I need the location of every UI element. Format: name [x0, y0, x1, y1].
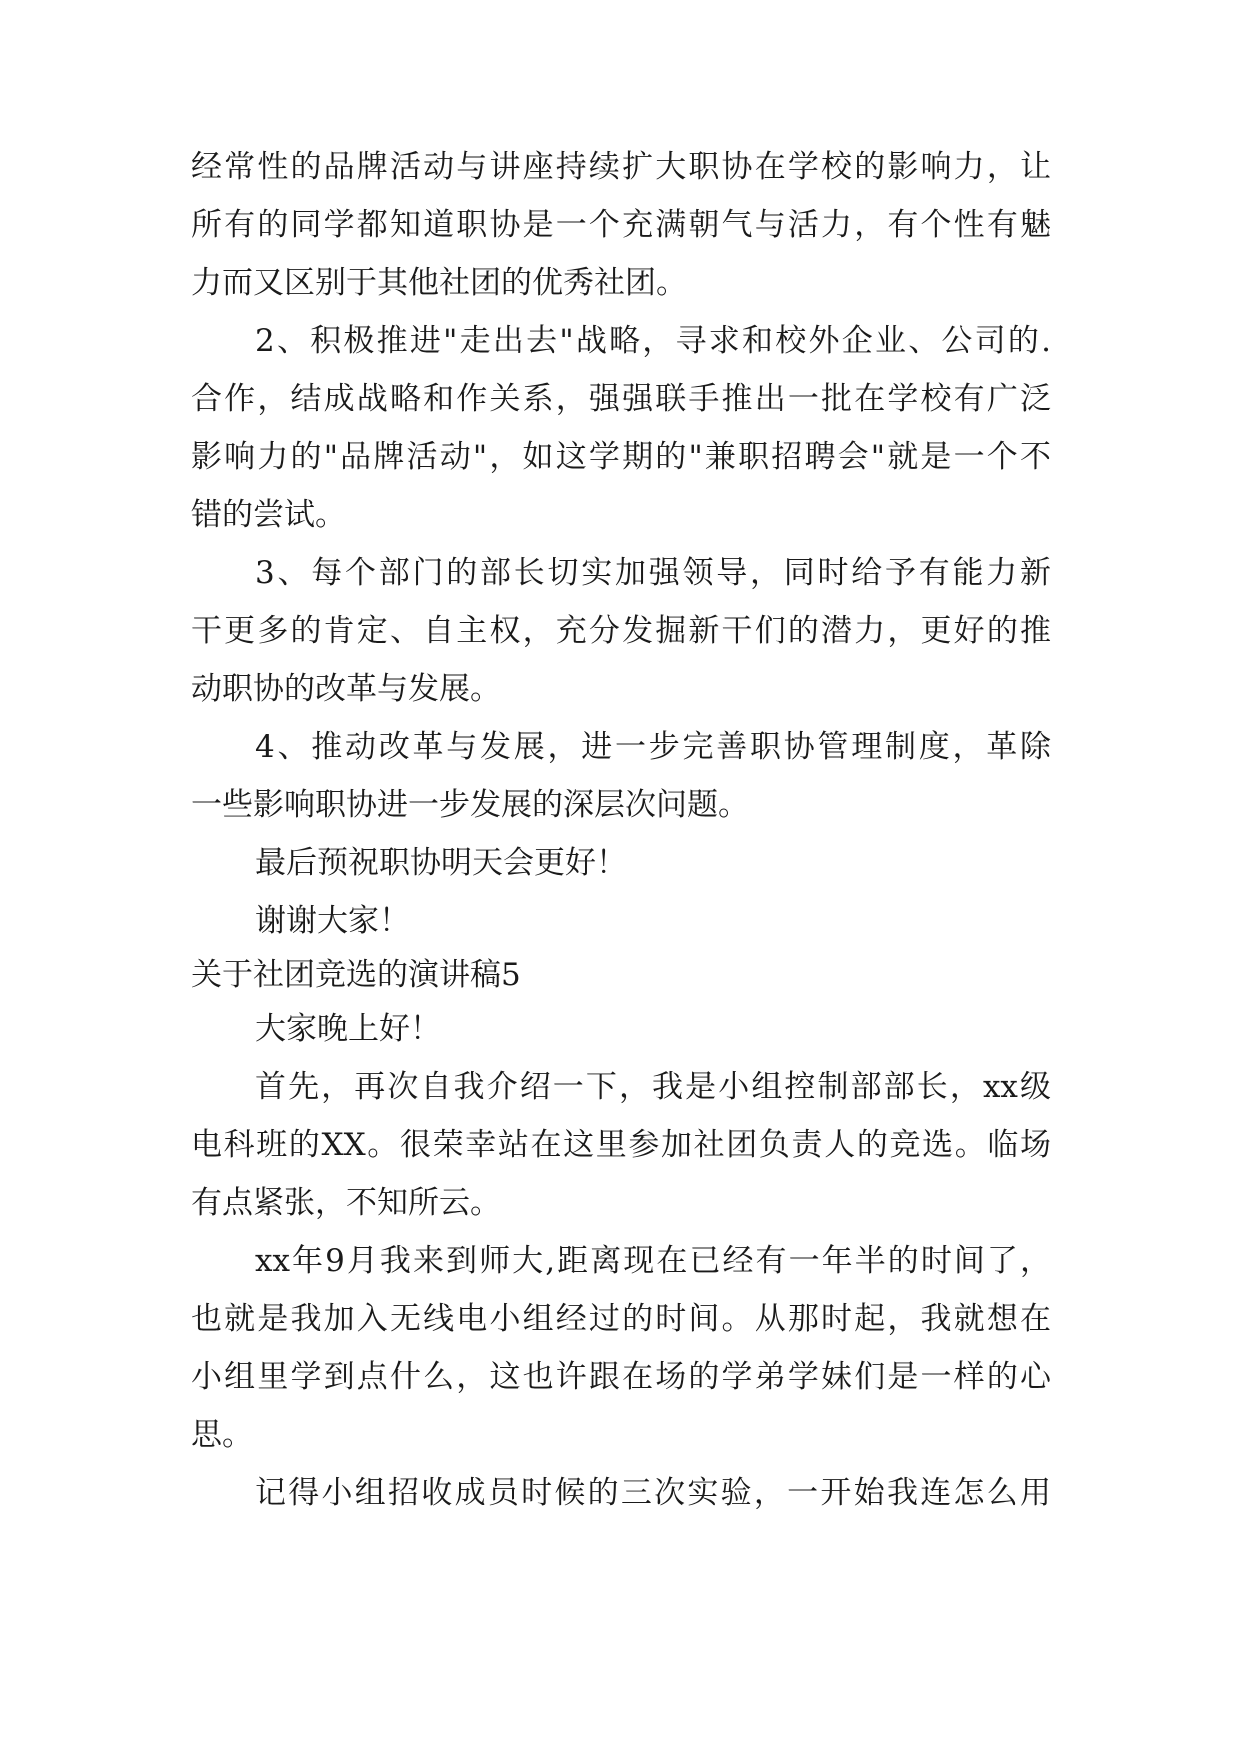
text-line: 有点紧张，不知所云。	[191, 1185, 501, 1221]
text-line: 一些影响职协进一步发展的深层次问题。	[191, 787, 749, 823]
text-line: xx年9月我来到师大,距离现在已经有一年半的时间了，	[255, 1243, 1051, 1279]
text-line: 也就是我加入无线电小组经过的时间。从那时起，我就想在	[191, 1301, 1051, 1337]
text-line: 干更多的肯定、自主权，充分发掘新干们的潜力，更好的推	[191, 613, 1051, 649]
text-line: 经常性的品牌活动与讲座持续扩大职协在学校的影响力，让	[191, 149, 1051, 185]
text-line: 思。	[191, 1417, 253, 1453]
text-line: 力而又区别于其他社团的优秀社团。	[191, 265, 687, 301]
text-line: 电科班的XX。很荣幸站在这里参加社团负责人的竞选。临场	[191, 1127, 1051, 1163]
text-line: 3、每个部门的部长切实加强领导，同时给予有能力新	[255, 555, 1051, 591]
text-line: 最后预祝职协明天会更好！	[255, 845, 627, 881]
text-line: 动职协的改革与发展。	[191, 671, 501, 707]
text-line: 大家晚上好！	[255, 1011, 441, 1047]
text-line: 影响力的"品牌活动"，如这学期的"兼职招聘会"就是一个不	[191, 439, 1051, 475]
text-line: 合作，结成战略和作关系，强强联手推出一批在学校有广泛	[191, 381, 1051, 417]
text-line: 4、推动改革与发展，进一步完善职协管理制度，革除	[255, 729, 1051, 765]
text-line: 首先，再次自我介绍一下，我是小组控制部部长，xx级	[255, 1069, 1051, 1105]
text-line: 谢谢大家！	[255, 903, 410, 939]
text-line: 错的尝试。	[191, 497, 346, 533]
text-line: 记得小组招收成员时候的三次实验，一开始我连怎么用	[255, 1475, 1051, 1511]
text-line: 2、积极推进"走出去"战略，寻求和校外企业、公司的.	[255, 323, 1051, 359]
section-title: 关于社团竞选的演讲稿5	[191, 957, 521, 993]
text-line: 小组里学到点什么，这也许跟在场的学弟学妹们是一样的心	[191, 1359, 1051, 1395]
text-line: 所有的同学都知道职协是一个充满朝气与活力，有个性有魅	[191, 207, 1051, 243]
